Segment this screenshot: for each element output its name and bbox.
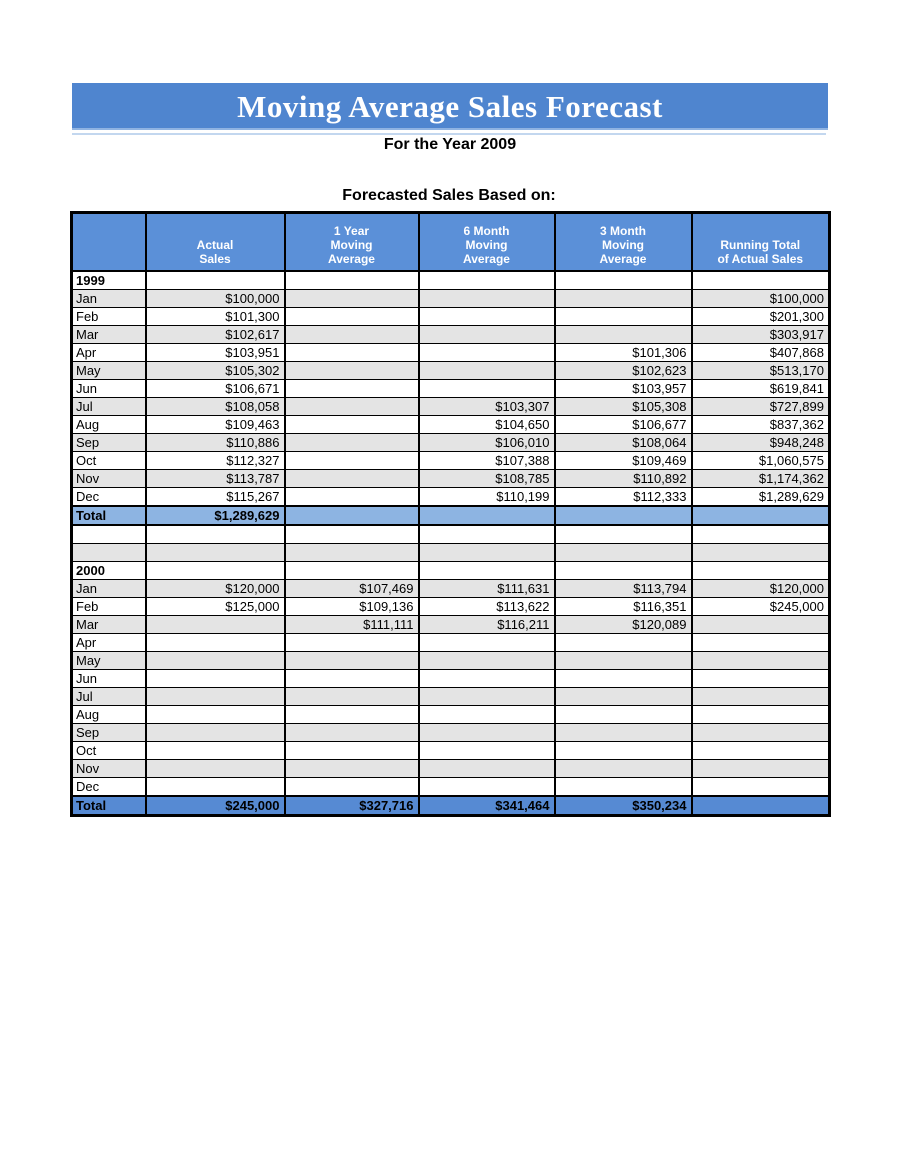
cell-month: Jun — [72, 380, 146, 398]
cell-3-month-moving-average — [555, 326, 692, 344]
cell-6-month-moving-average — [419, 670, 555, 688]
column-header-month — [72, 213, 146, 272]
cell-3-month-moving-average — [555, 724, 692, 742]
banner-underline — [72, 133, 826, 135]
cell-running-total: $1,174,362 — [692, 470, 830, 488]
cell-actual-sales — [146, 688, 285, 706]
cell-6-month-moving-average — [419, 290, 555, 308]
cell-actual-sales — [146, 742, 285, 760]
cell-running-total: $619,841 — [692, 380, 830, 398]
cell-1-year-moving-average — [285, 506, 419, 525]
cell-1-year-moving-average: $327,716 — [285, 796, 419, 816]
table-row-month — [72, 670, 830, 688]
cell-6-month-moving-average — [419, 778, 555, 797]
cell-month: Feb — [72, 308, 146, 326]
cell-3-month-moving-average: $110,892 — [555, 470, 692, 488]
cell-3-month-moving-average — [555, 706, 692, 724]
cell-running-total — [692, 760, 830, 778]
table-row-month — [72, 598, 830, 616]
title-banner — [72, 83, 828, 130]
cell-actual-sales — [146, 652, 285, 670]
cell-actual-sales — [146, 634, 285, 652]
cell-6-month-moving-average: $104,650 — [419, 416, 555, 434]
column-header-6-month-moving-average: 6 Month Moving Average — [419, 213, 555, 272]
cell-6-month-moving-average — [419, 634, 555, 652]
cell-3-month-moving-average: $116,351 — [555, 598, 692, 616]
cell-month: Aug — [72, 706, 146, 724]
cell-month: Jul — [72, 398, 146, 416]
cell-running-total: $407,868 — [692, 344, 830, 362]
cell-6-month-moving-average — [419, 652, 555, 670]
cell-actual-sales — [146, 778, 285, 797]
cell-actual-sales — [146, 616, 285, 634]
cell-month: 2000 — [72, 562, 146, 580]
cell-6-month-moving-average — [419, 706, 555, 724]
cell-running-total — [692, 634, 830, 652]
cell-1-year-moving-average — [285, 290, 419, 308]
table-row-month — [72, 416, 830, 434]
cell-1-year-moving-average: $111,111 — [285, 616, 419, 634]
cell-running-total — [692, 742, 830, 760]
cell-1-year-moving-average — [285, 634, 419, 652]
cell-month: Feb — [72, 598, 146, 616]
table-row-month — [72, 760, 830, 778]
cell-3-month-moving-average — [555, 760, 692, 778]
cell-actual-sales: $113,787 — [146, 470, 285, 488]
cell-running-total: $120,000 — [692, 580, 830, 598]
cell-month: Nov — [72, 470, 146, 488]
cell-actual-sales: $245,000 — [146, 796, 285, 816]
cell-month: Sep — [72, 724, 146, 742]
cell-3-month-moving-average — [555, 652, 692, 670]
table-row-year-2000 — [72, 562, 830, 580]
cell-1-year-moving-average — [285, 398, 419, 416]
cell-running-total: $948,248 — [692, 434, 830, 452]
cell-month: Total — [72, 796, 146, 816]
cell-month: Jul — [72, 688, 146, 706]
cell-6-month-moving-average — [419, 506, 555, 525]
cell-actual-sales: $101,300 — [146, 308, 285, 326]
table-row-month — [72, 380, 830, 398]
table-row-total-1999 — [72, 506, 830, 525]
cell-6-month-moving-average: $103,307 — [419, 398, 555, 416]
cell-3-month-moving-average: $105,308 — [555, 398, 692, 416]
cell-1-year-moving-average — [285, 525, 419, 544]
table-row-month — [72, 344, 830, 362]
table-row-month — [72, 724, 830, 742]
table-row-spacer — [72, 525, 830, 544]
table-row-month — [72, 470, 830, 488]
cell-running-total: $1,060,575 — [692, 452, 830, 470]
table-row-month — [72, 398, 830, 416]
cell-1-year-moving-average — [285, 416, 419, 434]
cell-month: 1999 — [72, 271, 146, 290]
cell-1-year-moving-average — [285, 778, 419, 797]
cell-1-year-moving-average — [285, 760, 419, 778]
table-row-month — [72, 634, 830, 652]
cell-running-total — [692, 652, 830, 670]
cell-3-month-moving-average: $109,469 — [555, 452, 692, 470]
page-title: Moving Average Sales Forecast — [237, 89, 663, 124]
cell-actual-sales: $110,886 — [146, 434, 285, 452]
cell-running-total — [692, 525, 830, 544]
table-row-month — [72, 308, 830, 326]
cell-actual-sales — [146, 562, 285, 580]
cell-actual-sales — [146, 724, 285, 742]
cell-month: Jan — [72, 580, 146, 598]
cell-1-year-moving-average: $107,469 — [285, 580, 419, 598]
cell-running-total: $837,362 — [692, 416, 830, 434]
cell-actual-sales — [146, 271, 285, 290]
cell-1-year-moving-average — [285, 434, 419, 452]
cell-6-month-moving-average: $106,010 — [419, 434, 555, 452]
cell-1-year-moving-average — [285, 380, 419, 398]
cell-month: Mar — [72, 326, 146, 344]
cell-3-month-moving-average — [555, 742, 692, 760]
cell-running-total: $100,000 — [692, 290, 830, 308]
cell-1-year-moving-average — [285, 670, 419, 688]
cell-6-month-moving-average: $111,631 — [419, 580, 555, 598]
cell-3-month-moving-average — [555, 544, 692, 562]
cell-month: Jun — [72, 670, 146, 688]
cell-running-total: $245,000 — [692, 598, 830, 616]
cell-3-month-moving-average: $108,064 — [555, 434, 692, 452]
cell-1-year-moving-average — [285, 452, 419, 470]
cell-3-month-moving-average — [555, 778, 692, 797]
cell-6-month-moving-average: $107,388 — [419, 452, 555, 470]
page-subtitle: For the Year 2009 — [383, 136, 517, 153]
cell-month: May — [72, 652, 146, 670]
cell-running-total — [692, 688, 830, 706]
cell-actual-sales: $115,267 — [146, 488, 285, 507]
forecast-table — [70, 211, 831, 817]
cell-actual-sales — [146, 670, 285, 688]
cell-3-month-moving-average: $112,333 — [555, 488, 692, 507]
cell-3-month-moving-average — [555, 562, 692, 580]
cell-actual-sales — [146, 760, 285, 778]
column-header-3-month-moving-average: 3 Month Moving Average — [555, 213, 692, 272]
cell-running-total: $727,899 — [692, 398, 830, 416]
table-header — [72, 213, 830, 272]
cell-1-year-moving-average — [285, 308, 419, 326]
cell-3-month-moving-average — [555, 670, 692, 688]
cell-3-month-moving-average — [555, 506, 692, 525]
table-body — [72, 271, 830, 816]
cell-month — [72, 544, 146, 562]
table-caption: Forecasted Sales Based on: — [342, 187, 556, 204]
table-row-month — [72, 434, 830, 452]
cell-6-month-moving-average — [419, 544, 555, 562]
cell-3-month-moving-average — [555, 308, 692, 326]
cell-running-total — [692, 706, 830, 724]
cell-3-month-moving-average: $101,306 — [555, 344, 692, 362]
cell-1-year-moving-average — [285, 688, 419, 706]
table-row-month — [72, 706, 830, 724]
cell-month: Mar — [72, 616, 146, 634]
cell-actual-sales: $108,058 — [146, 398, 285, 416]
table-row-month — [72, 742, 830, 760]
cell-actual-sales: $105,302 — [146, 362, 285, 380]
table-row-total-2000 — [72, 796, 830, 816]
cell-actual-sales: $125,000 — [146, 598, 285, 616]
cell-1-year-moving-average — [285, 724, 419, 742]
cell-6-month-moving-average — [419, 742, 555, 760]
cell-3-month-moving-average: $106,677 — [555, 416, 692, 434]
cell-month: Nov — [72, 760, 146, 778]
cell-month: Aug — [72, 416, 146, 434]
cell-running-total — [692, 778, 830, 797]
cell-month: Oct — [72, 452, 146, 470]
cell-month: Total — [72, 506, 146, 525]
cell-running-total — [692, 616, 830, 634]
cell-month: Dec — [72, 488, 146, 507]
cell-running-total: $201,300 — [692, 308, 830, 326]
table-row-month — [72, 452, 830, 470]
table-row-month — [72, 488, 830, 507]
cell-1-year-moving-average — [285, 706, 419, 724]
cell-running-total — [692, 271, 830, 290]
cell-month: Apr — [72, 634, 146, 652]
cell-6-month-moving-average — [419, 525, 555, 544]
cell-actual-sales: $102,617 — [146, 326, 285, 344]
cell-running-total — [692, 506, 830, 525]
cell-running-total — [692, 562, 830, 580]
table-row-month — [72, 326, 830, 344]
cell-3-month-moving-average — [555, 634, 692, 652]
cell-1-year-moving-average — [285, 344, 419, 362]
cell-6-month-moving-average: $110,199 — [419, 488, 555, 507]
column-header-actual-sales: Actual Sales — [146, 213, 285, 272]
table-row-year-1999 — [72, 271, 830, 290]
cell-actual-sales: $1,289,629 — [146, 506, 285, 525]
cell-6-month-moving-average: $116,211 — [419, 616, 555, 634]
cell-3-month-moving-average — [555, 271, 692, 290]
cell-6-month-moving-average — [419, 271, 555, 290]
cell-1-year-moving-average — [285, 470, 419, 488]
cell-3-month-moving-average: $113,794 — [555, 580, 692, 598]
table-row-month — [72, 580, 830, 598]
cell-month: Jan — [72, 290, 146, 308]
cell-actual-sales: $112,327 — [146, 452, 285, 470]
cell-actual-sales — [146, 525, 285, 544]
table-row-month — [72, 362, 830, 380]
cell-1-year-moving-average — [285, 544, 419, 562]
cell-1-year-moving-average — [285, 742, 419, 760]
cell-running-total — [692, 724, 830, 742]
cell-6-month-moving-average — [419, 308, 555, 326]
cell-3-month-moving-average — [555, 688, 692, 706]
cell-6-month-moving-average — [419, 344, 555, 362]
cell-month: Apr — [72, 344, 146, 362]
cell-actual-sales: $103,951 — [146, 344, 285, 362]
cell-actual-sales: $120,000 — [146, 580, 285, 598]
cell-3-month-moving-average — [555, 290, 692, 308]
cell-month: Oct — [72, 742, 146, 760]
cell-1-year-moving-average — [285, 362, 419, 380]
cell-6-month-moving-average — [419, 380, 555, 398]
table-row-month — [72, 616, 830, 634]
cell-running-total — [692, 544, 830, 562]
cell-running-total: $1,289,629 — [692, 488, 830, 507]
cell-6-month-moving-average — [419, 724, 555, 742]
cell-1-year-moving-average: $109,136 — [285, 598, 419, 616]
table-row-month — [72, 652, 830, 670]
cell-running-total — [692, 796, 830, 816]
cell-1-year-moving-average — [285, 271, 419, 290]
cell-6-month-moving-average — [419, 326, 555, 344]
cell-month: Dec — [72, 778, 146, 797]
cell-6-month-moving-average — [419, 562, 555, 580]
cell-6-month-moving-average: $341,464 — [419, 796, 555, 816]
cell-6-month-moving-average — [419, 760, 555, 778]
table-row-month — [72, 290, 830, 308]
cell-running-total: $303,917 — [692, 326, 830, 344]
table-row-month — [72, 778, 830, 797]
cell-3-month-moving-average: $103,957 — [555, 380, 692, 398]
cell-6-month-moving-average — [419, 362, 555, 380]
table-row-month — [72, 688, 830, 706]
cell-month: May — [72, 362, 146, 380]
cell-1-year-moving-average — [285, 488, 419, 507]
cell-6-month-moving-average: $108,785 — [419, 470, 555, 488]
table-row-spacer — [72, 544, 830, 562]
cell-1-year-moving-average — [285, 652, 419, 670]
cell-running-total: $513,170 — [692, 362, 830, 380]
cell-month — [72, 525, 146, 544]
cell-3-month-moving-average: $120,089 — [555, 616, 692, 634]
cell-actual-sales: $100,000 — [146, 290, 285, 308]
cell-6-month-moving-average — [419, 688, 555, 706]
cell-month: Sep — [72, 434, 146, 452]
cell-1-year-moving-average — [285, 326, 419, 344]
header-row — [72, 213, 830, 272]
cell-6-month-moving-average: $113,622 — [419, 598, 555, 616]
cell-running-total — [692, 670, 830, 688]
cell-1-year-moving-average — [285, 562, 419, 580]
cell-actual-sales: $109,463 — [146, 416, 285, 434]
column-header-running-total: Running Total of Actual Sales — [692, 213, 830, 272]
cell-actual-sales — [146, 544, 285, 562]
cell-3-month-moving-average: $102,623 — [555, 362, 692, 380]
cell-actual-sales: $106,671 — [146, 380, 285, 398]
cell-3-month-moving-average — [555, 525, 692, 544]
cell-actual-sales — [146, 706, 285, 724]
cell-3-month-moving-average: $350,234 — [555, 796, 692, 816]
column-header-1-year-moving-average: 1 Year Moving Average — [285, 213, 419, 272]
